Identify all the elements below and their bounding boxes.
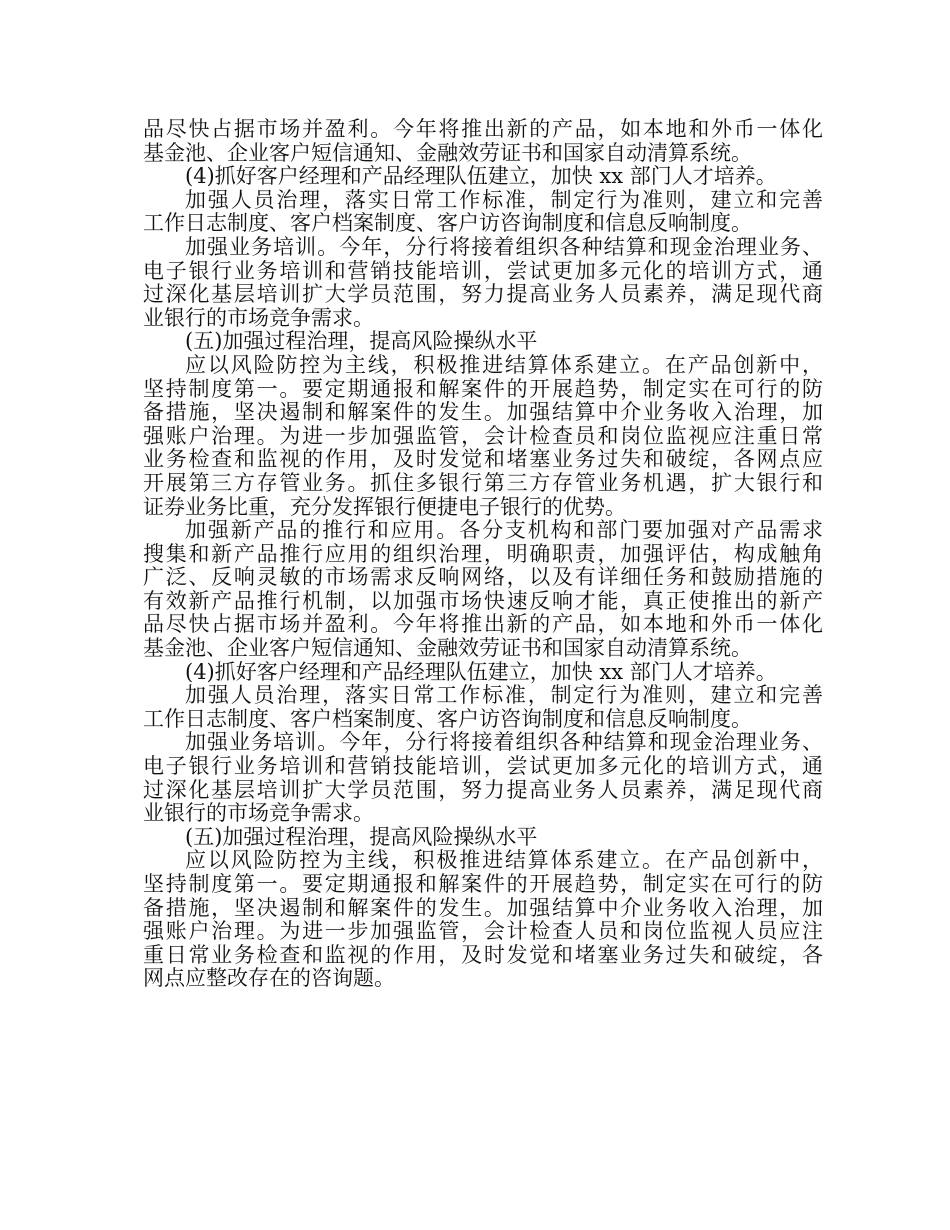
text-line: 电子银行业务培训和营销技能培训，尝试更加多元化的培训方式，通	[143, 258, 823, 283]
text-line: (4)抓好客户经理和产品经理队伍建立，加快 xx 部门人才培养。	[185, 164, 777, 189]
text-line: 业银行的市场竞争需求。	[143, 305, 374, 330]
text-line: 加强新产品的推行和应用。各分支机构和部门要加强对产品需求	[185, 518, 823, 543]
text-line: 重日常业务检查和监视的作用，及时发觉和堵塞业务过失和破绽，各	[143, 942, 823, 967]
text-line: 加强业务培训。今年，分行将接着组织各种结算和现金治理业务、	[185, 730, 823, 755]
text-line: 过深化基层培训扩大学员范围，努力提高业务人员素养，满足现代商	[143, 282, 823, 307]
text-line: 工作日志制度、客户档案制度、客户访咨询制度和信息反响制度。	[143, 211, 752, 236]
text-line: 搜集和新产品推行应用的组织治理，明确职责，加强评估，构成触角	[143, 541, 823, 566]
text-line: 应以风险防控为主线，积极推进结算体系建立。在产品创新中，	[185, 352, 823, 377]
text-line: 过深化基层培训扩大学员范围，努力提高业务人员素养，满足现代商	[143, 777, 823, 802]
text-line: 开展第三方存管业务。抓住多银行第三方存管业务机遇，扩大银行和	[143, 470, 823, 495]
text-line: 基金池、企业客户短信通知、金融效劳证书和国家自动清算系统。	[143, 140, 752, 165]
text-line: 加强人员治理，落实日常工作标准，制定行为准则，建立和完善	[185, 683, 823, 708]
text-line: 加强业务培训。今年，分行将接着组织各种结算和现金治理业务、	[185, 234, 823, 259]
text-line: 坚持制度第一。要定期通报和解案件的开展趋势，制定实在可行的防	[143, 872, 823, 896]
text-line: 基金池、企业客户短信通知、金融效劳证书和国家自动清算系统。	[143, 636, 752, 661]
text-line: 电子银行业务培训和营销技能培训，尝试更加多元化的培训方式，通	[143, 754, 823, 779]
document-body	[143, 118, 823, 991]
text-line: 工作日志制度、客户档案制度、客户访咨询制度和信息反响制度。	[143, 706, 752, 731]
section-heading: (五)加强过程治理，提高风险操纵水平	[185, 824, 538, 849]
text-line: 强账户治理。为进一步加强监管，会计检查员和岗位监视应注重日常	[143, 423, 823, 448]
text-line: 加强人员治理，落实日常工作标准，制定行为准则，建立和完善	[185, 187, 823, 212]
text-line: 坚持制度第一。要定期通报和解案件的开展趋势，制定实在可行的防	[143, 376, 823, 401]
text-line: 备措施，坚决遏制和解案件的发生。加强结算中介业务收入治理，加	[143, 895, 823, 920]
text-line: 网点应整改存在的咨询题。	[143, 966, 395, 991]
text-line: 业银行的市场竞争需求。	[143, 801, 374, 826]
text-line: 备措施，坚决遏制和解案件的发生。加强结算中介业务收入治理，加	[143, 400, 823, 425]
text-line: 业务检查和监视的作用，及时发觉和堵塞业务过失和破绽，各网点应	[143, 447, 823, 472]
text-line: 证券业务比重，充分发挥银行便捷电子银行的优势。	[143, 494, 626, 519]
text-line: 有效新产品推行机制，以加强市场快速反响才能，真正使推出的新产	[143, 588, 823, 613]
section-heading: (五)加强过程治理，提高风险操纵水平	[185, 329, 538, 354]
text-line: 强账户治理。为进一步加强监管，会计检查人员和岗位监视人员应注	[143, 919, 823, 944]
text-line: (4)抓好客户经理和产品经理队伍建立，加快 xx 部门人才培养。	[185, 659, 777, 684]
text-line: 品尽快占据市场并盈利。今年将推出新的产品，如本地和外币一体化	[143, 117, 823, 141]
text-line: 广泛、反响灵敏的市场需求反响网络，以及有详细任务和鼓励措施的	[143, 565, 823, 590]
text-line: 应以风险防控为主线，积极推进结算体系建立。在产品创新中，	[185, 848, 823, 873]
text-line: 品尽快占据市场并盈利。今年将推出新的产品，如本地和外币一体化	[143, 612, 823, 637]
